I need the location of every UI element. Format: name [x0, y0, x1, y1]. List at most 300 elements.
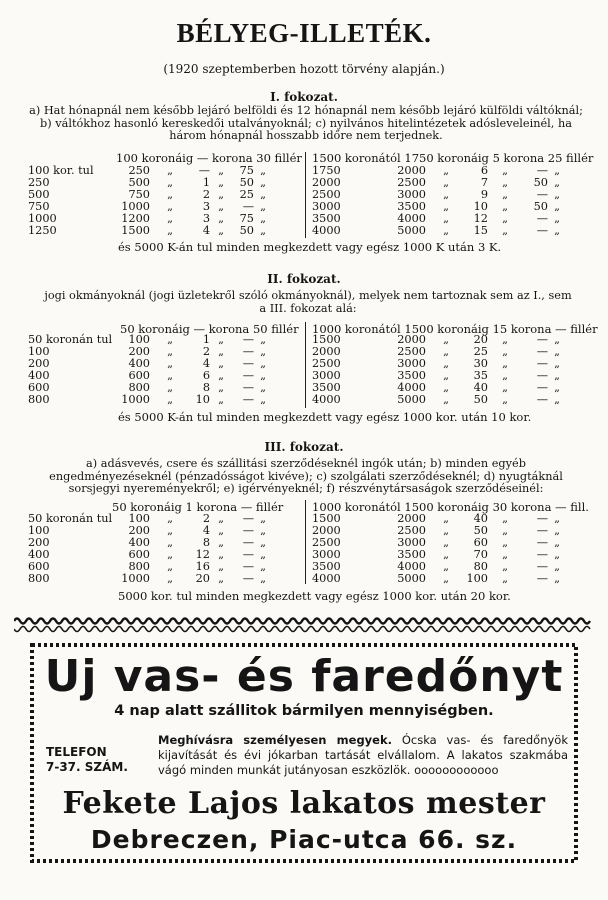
- section-1-divider: [305, 152, 306, 238]
- table-cell: 3500: [397, 199, 426, 213]
- table-cell: „: [502, 571, 508, 585]
- table-cell: „: [502, 523, 508, 537]
- table-row: [28, 225, 272, 237]
- table-row: [28, 213, 272, 225]
- table-cell: 10: [473, 199, 488, 213]
- table-cell: „: [502, 211, 508, 225]
- table-cell: „: [554, 571, 560, 585]
- table-cell: 20: [195, 571, 210, 585]
- table-row: [312, 549, 566, 561]
- table-cell: „: [260, 571, 266, 585]
- table-cell: 12: [195, 547, 210, 561]
- table-cell: „: [443, 356, 449, 370]
- table-cell: „: [260, 368, 266, 382]
- section-1-left-header: 100 koronáig — korona 30 fillér: [116, 151, 302, 165]
- table-cell: „: [443, 380, 449, 394]
- table-row: [28, 370, 272, 382]
- table-cell: —: [198, 164, 210, 177]
- table-cell: 500: [28, 187, 50, 201]
- section-3-heading: III. fokozat.: [264, 440, 344, 454]
- table-cell: 20: [473, 333, 488, 346]
- table-cell: 7: [480, 175, 488, 189]
- table-cell: „: [218, 199, 224, 213]
- table-cell: „: [502, 356, 508, 370]
- table-cell: 3500: [312, 211, 341, 225]
- section-2-right-table: [312, 334, 566, 405]
- table-cell: „: [554, 356, 560, 370]
- table-cell: „: [554, 547, 560, 561]
- table-cell: 800: [28, 571, 50, 585]
- table-cell: —: [242, 571, 254, 585]
- table-cell: „: [443, 368, 449, 382]
- table-cell: „: [554, 559, 560, 573]
- table-cell: „: [167, 571, 173, 585]
- table-cell: „: [167, 512, 173, 525]
- table-cell: „: [502, 368, 508, 382]
- table-cell: 1: [202, 175, 210, 189]
- table-cell: 50: [473, 392, 488, 406]
- table-cell: „: [218, 187, 224, 201]
- table-cell: 3000: [397, 356, 426, 370]
- table-cell: 100: [28, 344, 50, 358]
- table-cell: „: [554, 368, 560, 382]
- table-cell: —: [242, 547, 254, 561]
- table-cell: —: [242, 523, 254, 537]
- table-cell: „: [502, 164, 508, 177]
- table-cell: 40: [473, 380, 488, 394]
- table-row: [312, 525, 566, 537]
- table-row: [28, 189, 272, 201]
- table-cell: „: [502, 512, 508, 525]
- table-cell: 16: [195, 559, 210, 573]
- table-cell: „: [260, 164, 266, 177]
- table-cell: 4000: [312, 392, 341, 406]
- table-cell: 2500: [312, 356, 341, 370]
- table-cell: „: [167, 187, 173, 201]
- table-cell: „: [502, 187, 508, 201]
- table-cell: 1000: [28, 211, 57, 225]
- table-cell: „: [554, 223, 560, 237]
- table-cell: „: [502, 392, 508, 406]
- table-cell: „: [554, 523, 560, 537]
- table-cell: „: [218, 523, 224, 537]
- ad-body-lead: Meghívásra személyesen megyek.: [158, 733, 392, 747]
- table-cell: „: [218, 392, 224, 406]
- table-cell: „: [167, 535, 173, 549]
- table-cell: „: [443, 571, 449, 585]
- table-cell: 4000: [397, 380, 426, 394]
- table-cell: 200: [128, 344, 150, 358]
- table-row: [312, 537, 566, 549]
- table-cell: 3000: [397, 535, 426, 549]
- table-cell: 2500: [397, 523, 426, 537]
- table-cell: „: [554, 333, 560, 346]
- table-cell: —: [242, 380, 254, 394]
- table-cell: 800: [128, 380, 150, 394]
- table-row: [312, 177, 566, 189]
- table-cell: „: [502, 223, 508, 237]
- table-cell: „: [260, 559, 266, 573]
- table-cell: 400: [128, 535, 150, 549]
- table-cell: 2500: [312, 535, 341, 549]
- table-cell: „: [443, 547, 449, 561]
- table-cell: 15: [473, 223, 488, 237]
- section-3-footer: 5000 kor. tul minden megkezdett vagy egész 1000 kor. után 20 kor.: [118, 589, 511, 603]
- section-2-heading: II. fokozat.: [267, 272, 341, 286]
- table-cell: 50: [239, 223, 254, 237]
- table-cell: „: [260, 547, 266, 561]
- table-row: [312, 225, 566, 237]
- section-1-footer: és 5000 K-án tul minden megkezdett vagy egész 1000 K után 3 K.: [118, 240, 502, 254]
- table-cell: „: [218, 547, 224, 561]
- table-cell: 2500: [397, 344, 426, 358]
- table-cell: 250: [128, 164, 150, 177]
- table-cell: „: [502, 175, 508, 189]
- table-cell: 2000: [312, 523, 341, 537]
- table-cell: —: [536, 223, 548, 237]
- table-cell: 3500: [312, 559, 341, 573]
- table-cell: 3000: [397, 187, 426, 201]
- table-cell: „: [167, 223, 173, 237]
- table-cell: 4: [202, 356, 210, 370]
- table-cell: 3000: [312, 199, 341, 213]
- table-cell: 9: [480, 187, 488, 201]
- section-3-description: a) adásvevés, csere és szállitási szerződéseknél ingók után; b) minden egyéb engedményezéseknél (pénzadósságot kivéve); c) szolgálati szerződéseknél; d) nyugtáknál sorsjegyi nyereményekről; e) igérvényeknél; f) részvénytársaságok szerződéseinél:: [49, 457, 563, 495]
- table-cell: „: [502, 344, 508, 358]
- table-cell: 1500: [312, 512, 341, 525]
- table-cell: 4000: [397, 211, 426, 225]
- table-cell: 5000: [397, 392, 426, 406]
- table-cell: „: [554, 392, 560, 406]
- table-cell: 6: [202, 368, 210, 382]
- table-row: [312, 370, 566, 382]
- table-cell: 100: [128, 333, 150, 346]
- table-cell: „: [502, 333, 508, 346]
- table-cell: 40: [473, 512, 488, 525]
- table-cell: „: [167, 333, 173, 346]
- table-row: [28, 394, 272, 406]
- table-cell: 50: [533, 199, 548, 213]
- table-cell: 600: [28, 559, 50, 573]
- table-cell: „: [554, 535, 560, 549]
- table-row: [312, 394, 566, 406]
- table-cell: „: [260, 392, 266, 406]
- table-cell: —: [536, 356, 548, 370]
- table-cell: „: [260, 344, 266, 358]
- ad-phone-label: TELEFON: [46, 745, 107, 759]
- table-cell: 2500: [312, 187, 341, 201]
- table-row: [312, 201, 566, 213]
- table-cell: —: [242, 333, 254, 346]
- section-3-left-header: 50 koronáig 1 korona — fillér: [112, 500, 284, 514]
- table-cell: 2000: [397, 164, 426, 177]
- table-cell: „: [218, 559, 224, 573]
- table-cell: 2: [202, 187, 210, 201]
- table-cell: 100 kor. tul: [28, 164, 94, 177]
- section-3-divider: [305, 500, 306, 584]
- table-cell: 12: [473, 211, 488, 225]
- section-3-left-table: [28, 513, 272, 584]
- table-cell: 1750: [312, 164, 341, 177]
- table-cell: 75: [239, 211, 254, 225]
- table-cell: 80: [473, 559, 488, 573]
- section-1-right-header: 1500 koronától 1750 koronáig 5 korona 25 fillér: [312, 151, 594, 165]
- table-cell: 2500: [397, 175, 426, 189]
- ad-headline: Uj vas- és faredőnyt: [44, 651, 564, 702]
- table-row: [28, 165, 272, 177]
- ad-phone-number: 7-37. SZÁM.: [46, 760, 128, 774]
- table-cell: „: [554, 199, 560, 213]
- table-cell: „: [443, 187, 449, 201]
- table-cell: „: [167, 211, 173, 225]
- table-row: [28, 549, 272, 561]
- table-row: [28, 177, 272, 189]
- table-cell: —: [242, 344, 254, 358]
- table-cell: —: [242, 356, 254, 370]
- table-cell: —: [536, 211, 548, 225]
- table-cell: 1500: [312, 333, 341, 346]
- table-cell: „: [218, 512, 224, 525]
- table-row: [28, 334, 272, 346]
- table-cell: 30: [473, 356, 488, 370]
- table-cell: —: [536, 380, 548, 394]
- table-row: [28, 537, 272, 549]
- table-cell: 3500: [397, 547, 426, 561]
- table-cell: 1200: [121, 211, 150, 225]
- section-1-right-table: [312, 165, 566, 236]
- table-cell: 3000: [312, 547, 341, 561]
- table-cell: „: [218, 223, 224, 237]
- table-cell: 200: [128, 523, 150, 537]
- table-cell: „: [260, 211, 266, 225]
- table-cell: 1500: [121, 223, 150, 237]
- table-cell: 70: [473, 547, 488, 561]
- section-3-right-table: [312, 513, 566, 584]
- table-cell: 4: [202, 523, 210, 537]
- table-cell: „: [443, 211, 449, 225]
- table-cell: —: [242, 199, 254, 213]
- table-row: [312, 189, 566, 201]
- table-cell: 400: [28, 547, 50, 561]
- ad-business-name: Fekete Lajos lakatos mester: [62, 786, 546, 821]
- table-cell: „: [167, 559, 173, 573]
- ad-body: [158, 733, 568, 778]
- table-cell: „: [502, 547, 508, 561]
- table-cell: „: [167, 547, 173, 561]
- table-cell: —: [536, 344, 548, 358]
- table-cell: —: [242, 368, 254, 382]
- table-cell: 200: [28, 535, 50, 549]
- table-cell: „: [260, 187, 266, 201]
- table-cell: —: [536, 535, 548, 549]
- table-cell: 8: [202, 535, 210, 549]
- page-subtitle: (1920 szeptemberben hozott törvény alapján.): [163, 62, 445, 76]
- table-cell: —: [536, 164, 548, 177]
- table-cell: 2000: [397, 512, 426, 525]
- section-2-left-table: [28, 334, 272, 405]
- table-cell: „: [554, 380, 560, 394]
- table-cell: 800: [128, 559, 150, 573]
- table-cell: „: [443, 535, 449, 549]
- wavy-separator-bottom: [14, 624, 592, 634]
- section-2-divider: [305, 322, 306, 408]
- section-2-footer: és 5000 K-án tul minden megkezdett vagy egész 1000 kor. után 10 kor.: [118, 410, 532, 424]
- table-cell: „: [167, 164, 173, 177]
- table-cell: „: [502, 559, 508, 573]
- table-cell: 1250: [28, 223, 57, 237]
- table-cell: 5000: [397, 223, 426, 237]
- table-cell: 750: [128, 187, 150, 201]
- table-cell: „: [167, 392, 173, 406]
- table-cell: 4000: [397, 559, 426, 573]
- table-cell: „: [167, 199, 173, 213]
- table-cell: 8: [202, 380, 210, 394]
- table-cell: —: [242, 512, 254, 525]
- table-cell: 4000: [312, 571, 341, 585]
- table-cell: 1: [202, 333, 210, 346]
- ad-phone: [46, 745, 128, 775]
- advertisement: [30, 643, 578, 863]
- table-cell: „: [443, 392, 449, 406]
- table-row: [312, 573, 566, 585]
- table-cell: 100: [466, 571, 488, 585]
- table-cell: „: [218, 175, 224, 189]
- table-cell: 400: [28, 368, 50, 382]
- table-cell: 2: [202, 512, 210, 525]
- table-cell: „: [167, 344, 173, 358]
- table-cell: 2000: [312, 175, 341, 189]
- table-cell: 4000: [312, 223, 341, 237]
- table-row: [312, 382, 566, 394]
- table-cell: 1000: [121, 571, 150, 585]
- table-cell: „: [260, 199, 266, 213]
- table-row: [28, 525, 272, 537]
- table-cell: „: [218, 164, 224, 177]
- table-cell: „: [260, 356, 266, 370]
- table-cell: „: [218, 535, 224, 549]
- table-cell: „: [167, 368, 173, 382]
- table-row: [312, 334, 566, 346]
- table-cell: „: [443, 223, 449, 237]
- table-cell: 750: [28, 199, 50, 213]
- table-row: [28, 358, 272, 370]
- table-cell: „: [554, 211, 560, 225]
- table-cell: 50 koronán tul: [28, 333, 113, 346]
- table-cell: —: [536, 187, 548, 201]
- table-row: [28, 561, 272, 573]
- table-cell: 50 koronán tul: [28, 512, 113, 525]
- table-cell: „: [554, 512, 560, 525]
- table-cell: 800: [28, 392, 50, 406]
- table-cell: „: [260, 523, 266, 537]
- table-cell: —: [536, 559, 548, 573]
- table-row: [28, 513, 272, 525]
- table-cell: 75: [239, 164, 254, 177]
- table-cell: „: [502, 535, 508, 549]
- table-cell: —: [242, 559, 254, 573]
- table-cell: „: [443, 164, 449, 177]
- table-cell: 35: [473, 368, 488, 382]
- table-cell: „: [554, 187, 560, 201]
- ad-address: Debreczen, Piac-utca 66. sz.: [90, 825, 518, 854]
- table-cell: —: [536, 368, 548, 382]
- section-2-right-header: 1000 koronától 1500 koronáig 15 korona — fillér: [312, 322, 598, 336]
- table-cell: „: [218, 211, 224, 225]
- table-cell: 5000: [397, 571, 426, 585]
- table-cell: „: [554, 175, 560, 189]
- table-row: [28, 201, 272, 213]
- table-cell: „: [218, 380, 224, 394]
- table-cell: —: [536, 523, 548, 537]
- table-cell: „: [502, 199, 508, 213]
- table-cell: —: [536, 547, 548, 561]
- table-cell: 2000: [312, 344, 341, 358]
- table-cell: „: [443, 333, 449, 346]
- table-cell: 10: [195, 392, 210, 406]
- table-cell: 4: [202, 223, 210, 237]
- table-cell: 60: [473, 535, 488, 549]
- ad-body-text: Ócska vas- és faredőnyök kijavítását és évi jókarban tartását elvállalom. A lakatos szakmába vágó minden munkát jutányosan eszközlök. oooooooooooo: [158, 733, 568, 777]
- table-cell: „: [443, 344, 449, 358]
- section-1-heading: I. fokozat.: [270, 90, 338, 104]
- table-cell: 1000: [121, 199, 150, 213]
- table-cell: 3500: [397, 368, 426, 382]
- table-cell: „: [260, 175, 266, 189]
- table-cell: 3000: [312, 368, 341, 382]
- section-1-description: a) Hat hónapnál nem később lejáró belföldi és 12 hónapnál nem később lejáró külföldi váltóknál; b) váltókhoz hasonló kereskedői utalványoknál; c) nyilvános hitelintézetek adósleveleinél, ha három hónapnál hosszabb időre nem terjednek.: [29, 104, 583, 142]
- table-cell: 100: [128, 512, 150, 525]
- table-cell: 200: [28, 356, 50, 370]
- table-cell: —: [536, 333, 548, 346]
- table-cell: „: [260, 535, 266, 549]
- table-cell: 25: [473, 344, 488, 358]
- section-3-right-header: 1000 koronától 1500 koronáig 30 korona — fill.: [312, 500, 589, 514]
- table-cell: „: [443, 523, 449, 537]
- table-row: [312, 165, 566, 177]
- table-cell: „: [218, 571, 224, 585]
- table-cell: 100: [28, 523, 50, 537]
- table-cell: „: [218, 344, 224, 358]
- table-cell: —: [242, 392, 254, 406]
- table-cell: 400: [128, 356, 150, 370]
- table-cell: 600: [28, 380, 50, 394]
- table-cell: „: [167, 175, 173, 189]
- table-cell: 2: [202, 344, 210, 358]
- table-cell: —: [536, 392, 548, 406]
- table-cell: 50: [239, 175, 254, 189]
- table-cell: „: [260, 223, 266, 237]
- table-cell: „: [554, 164, 560, 177]
- table-row: [28, 573, 272, 585]
- table-cell: „: [218, 333, 224, 346]
- table-row: [312, 358, 566, 370]
- table-cell: „: [443, 559, 449, 573]
- table-cell: 3: [202, 211, 210, 225]
- table-cell: 600: [128, 547, 150, 561]
- table-cell: 250: [28, 175, 50, 189]
- table-cell: 2000: [397, 333, 426, 346]
- table-row: [312, 561, 566, 573]
- section-2-description: jogi okmányoknál (jogi üzletekről szóló okmányoknál), melyek nem tartoznak sem az I., sem a III. fokozat alá:: [44, 289, 572, 315]
- table-cell: „: [260, 333, 266, 346]
- table-cell: 3: [202, 199, 210, 213]
- table-cell: „: [502, 380, 508, 394]
- section-2-left-header: 50 koronáig — korona 50 fillér: [120, 322, 299, 336]
- table-cell: „: [167, 380, 173, 394]
- section-1-left-table: [28, 165, 272, 236]
- table-cell: „: [167, 523, 173, 537]
- table-cell: —: [536, 571, 548, 585]
